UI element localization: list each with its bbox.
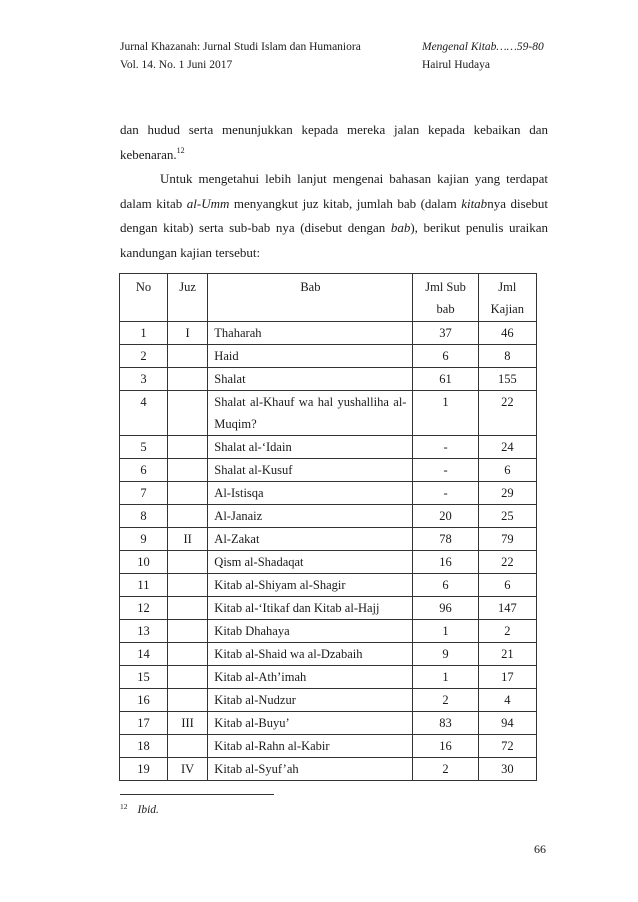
table-row [120, 482, 537, 505]
page-number: 66 [534, 842, 546, 856]
table-row [120, 643, 537, 666]
paragraph-text: Untuk mengetahui lebih lanjut mengenai bahasan kajian yang terdapat dalam kitab [120, 171, 548, 211]
cell-jml-sub-bab: 2 [413, 758, 478, 781]
table-body [120, 322, 537, 781]
paragraph-text: ), berikut penulis uraikan kandungan kajian tersebut: [120, 220, 548, 260]
cell-jml-kajian: 29 [478, 482, 536, 505]
table-header-row [120, 274, 537, 322]
cell-juz [167, 551, 207, 574]
header-juz: Juz [167, 274, 207, 322]
cell-no: 16 [120, 689, 168, 712]
cell-bab: Shalat al-‘Idain [208, 436, 413, 459]
cell-juz [167, 597, 207, 620]
cell-jml-sub-bab: 1 [413, 620, 478, 643]
italic-term: kitab [461, 195, 488, 211]
paragraph-text: menyangkut juz kitab, jumlah bab (dalam [229, 195, 462, 211]
cell-jml-sub-bab: 1 [413, 666, 478, 689]
cell-jml-sub-bab: 20 [413, 505, 478, 528]
table-row [120, 666, 537, 689]
cell-juz [167, 459, 207, 482]
cell-no: 1 [120, 322, 168, 345]
running-header-left [120, 38, 361, 74]
cell-no: 11 [120, 574, 168, 597]
header-line: Jml Sub [425, 280, 466, 294]
paragraph-intro [120, 167, 548, 265]
cell-no: 5 [120, 436, 168, 459]
table-row [120, 735, 537, 758]
cell-juz [167, 643, 207, 666]
cell-jml-sub-bab: 37 [413, 322, 478, 345]
cell-jml-kajian: 72 [478, 735, 536, 758]
cell-bab: Al-Istisqa [208, 482, 413, 505]
running-header-right [422, 38, 544, 74]
cell-jml-sub-bab: 16 [413, 735, 478, 758]
header-line: Jml [498, 280, 517, 294]
cell-jml-kajian: 30 [478, 758, 536, 781]
cell-jml-sub-bab: 16 [413, 551, 478, 574]
cell-jml-sub-bab: 6 [413, 574, 478, 597]
cell-jml-kajian: 22 [478, 551, 536, 574]
cell-jml-sub-bab: - [413, 459, 478, 482]
cell-no: 19 [120, 758, 168, 781]
footnote-number: 12 [120, 802, 128, 811]
cell-juz [167, 505, 207, 528]
article-title: Mengenal Kitab……59-80 [422, 41, 544, 53]
cell-juz [167, 666, 207, 689]
table-row [120, 459, 537, 482]
cell-juz [167, 345, 207, 368]
cell-jml-kajian: 6 [478, 459, 536, 482]
cell-jml-sub-bab: 9 [413, 643, 478, 666]
cell-bab: Kitab al-Shiyam al-Shagir [208, 574, 413, 597]
cell-bab: Al-Janaiz [208, 505, 413, 528]
header-jml-kajian [478, 274, 536, 322]
header-bab: Bab [208, 274, 413, 322]
table-row [120, 758, 537, 781]
table-row [120, 391, 537, 436]
cell-jml-kajian: 8 [478, 345, 536, 368]
table-row [120, 322, 537, 345]
table-row [120, 712, 537, 735]
cell-no: 7 [120, 482, 168, 505]
cell-bab: Shalat al-Khauf wa hal yushalliha al-Muqim? [208, 391, 413, 436]
cell-jml-sub-bab: 1 [413, 391, 478, 436]
journal-volume: Vol. 14. No. 1 Juni 2017 [120, 59, 233, 71]
cell-jml-kajian: 17 [478, 666, 536, 689]
cell-jml-kajian: 94 [478, 712, 536, 735]
cell-juz: II [167, 528, 207, 551]
table-row [120, 436, 537, 459]
kitab-content-table [119, 273, 537, 781]
table-row [120, 345, 537, 368]
cell-bab: Kitab al-Shaid wa al-Dzabaih [208, 643, 413, 666]
cell-bab: Kitab al-Syuf’ah [208, 758, 413, 781]
cell-juz [167, 482, 207, 505]
cell-jml-sub-bab: - [413, 482, 478, 505]
table-row [120, 505, 537, 528]
cell-jml-kajian: 79 [478, 528, 536, 551]
cell-juz: I [167, 322, 207, 345]
cell-juz [167, 689, 207, 712]
cell-jml-sub-bab: - [413, 436, 478, 459]
header-line: bab [436, 302, 455, 316]
table-row [120, 597, 537, 620]
cell-bab: Thaharah [208, 322, 413, 345]
cell-jml-sub-bab: 96 [413, 597, 478, 620]
cell-jml-kajian: 155 [478, 368, 536, 391]
cell-no: 13 [120, 620, 168, 643]
cell-juz [167, 368, 207, 391]
cell-no: 2 [120, 345, 168, 368]
table-row [120, 689, 537, 712]
cell-no: 3 [120, 368, 168, 391]
cell-jml-sub-bab: 78 [413, 528, 478, 551]
cell-no: 15 [120, 666, 168, 689]
cell-bab: Kitab al-Ath’imah [208, 666, 413, 689]
cell-bab: Kitab al-Buyu’ [208, 712, 413, 735]
cell-jml-sub-bab: 83 [413, 712, 478, 735]
cell-juz [167, 574, 207, 597]
paragraph-text: dan hudud serta menunjukkan kepada mereka jalan kepada kebaikan dan kebenaran. [120, 122, 548, 162]
footnote-reference: 12 [176, 145, 185, 155]
article-author: Hairul Hudaya [422, 59, 491, 71]
book-title: al-Umm [186, 195, 230, 211]
table-row [120, 528, 537, 551]
cell-juz [167, 436, 207, 459]
cell-juz [167, 620, 207, 643]
header-line: Kajian [490, 302, 524, 316]
header-no: No [120, 274, 168, 322]
cell-no: 4 [120, 391, 168, 436]
cell-bab: Kitab al-Nudzur [208, 689, 413, 712]
header-jml-sub-bab [413, 274, 478, 322]
cell-no: 14 [120, 643, 168, 666]
cell-bab: Kitab al-Rahn al-Kabir [208, 735, 413, 758]
cell-jml-kajian: 22 [478, 391, 536, 436]
cell-juz [167, 735, 207, 758]
cell-no: 17 [120, 712, 168, 735]
cell-no: 18 [120, 735, 168, 758]
cell-jml-sub-bab: 61 [413, 368, 478, 391]
paragraph-text: nya disebut dengan kitab) serta sub-bab nya (disebut dengan [120, 195, 549, 236]
cell-no: 12 [120, 597, 168, 620]
cell-no: 6 [120, 459, 168, 482]
footnote [120, 802, 159, 816]
cell-jml-kajian: 2 [478, 620, 536, 643]
cell-bab: Kitab al-‘Itikaf dan Kitab al-Hajj [208, 597, 413, 620]
cell-no: 10 [120, 551, 168, 574]
cell-bab: Al-Zakat [208, 528, 413, 551]
cell-no: 9 [120, 528, 168, 551]
cell-bab: Kitab Dhahaya [208, 620, 413, 643]
cell-jml-kajian: 46 [478, 322, 536, 345]
cell-juz [167, 391, 207, 436]
cell-jml-kajian: 25 [478, 505, 536, 528]
cell-no: 8 [120, 505, 168, 528]
table-row [120, 620, 537, 643]
cell-jml-sub-bab: 2 [413, 689, 478, 712]
cell-jml-kajian: 4 [478, 689, 536, 712]
table-row [120, 551, 537, 574]
cell-jml-kajian: 6 [478, 574, 536, 597]
cell-bab: Haid [208, 345, 413, 368]
footnote-text: Ibid. [137, 804, 159, 816]
body-text [120, 118, 548, 266]
cell-jml-kajian: 24 [478, 436, 536, 459]
table-row [120, 574, 537, 597]
cell-bab: Qism al-Shadaqat [208, 551, 413, 574]
paragraph-continued [120, 118, 548, 167]
cell-jml-sub-bab: 6 [413, 345, 478, 368]
table-row [120, 368, 537, 391]
cell-bab: Shalat al-Kusuf [208, 459, 413, 482]
italic-term: bab [390, 220, 411, 236]
cell-jml-kajian: 147 [478, 597, 536, 620]
cell-juz: III [167, 712, 207, 735]
cell-juz: IV [167, 758, 207, 781]
cell-jml-kajian: 21 [478, 643, 536, 666]
journal-name: Jurnal Khazanah: Jurnal Studi Islam dan Humaniora [120, 41, 361, 53]
footnote-separator [120, 794, 274, 795]
cell-bab: Shalat [208, 368, 413, 391]
